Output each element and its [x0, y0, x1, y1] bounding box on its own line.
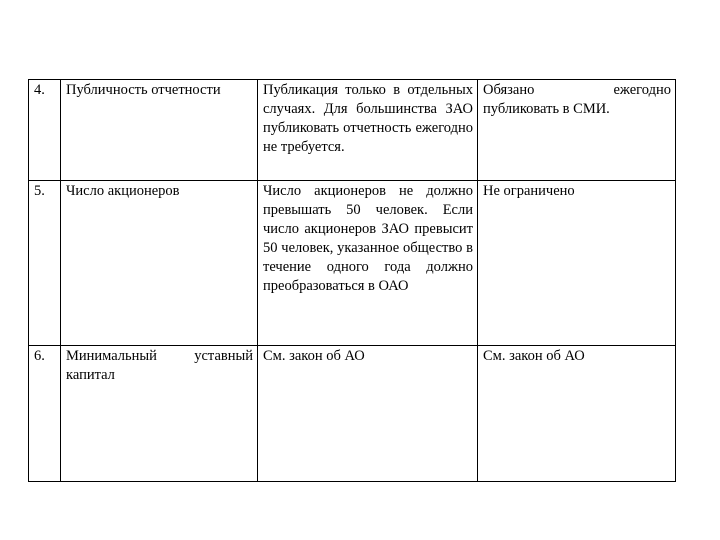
- table-row: [29, 181, 676, 346]
- table-row: [29, 346, 676, 482]
- comparison-table: [28, 79, 676, 482]
- criterion-cell: Минимальный уставный капитал: [61, 346, 258, 482]
- oao-cell: Обязано ежегодно публиковать в СМИ.: [478, 80, 676, 181]
- zao-cell: Публикация только в отдельных случаях. Для большинства ЗАО публиковать отчетность ежегодно не требуется.: [258, 80, 478, 181]
- zao-cell: См. закон об АО: [258, 346, 478, 482]
- row-number: 6.: [29, 346, 61, 482]
- oao-cell: Не ограничено: [478, 181, 676, 346]
- oao-cell: См. закон об АО: [478, 346, 676, 482]
- zao-cell: Число акционеров не должно превышать 50 человек. Если число акционеров ЗАО превысит 50 человек, указанное общество в течение одного года должно преобразоваться в ОАО: [258, 181, 478, 346]
- criterion-cell: Число акционеров: [61, 181, 258, 346]
- table-row: [29, 80, 676, 181]
- criterion-cell: Публичность отчетности: [61, 80, 258, 181]
- row-number: 5.: [29, 181, 61, 346]
- row-number: 4.: [29, 80, 61, 181]
